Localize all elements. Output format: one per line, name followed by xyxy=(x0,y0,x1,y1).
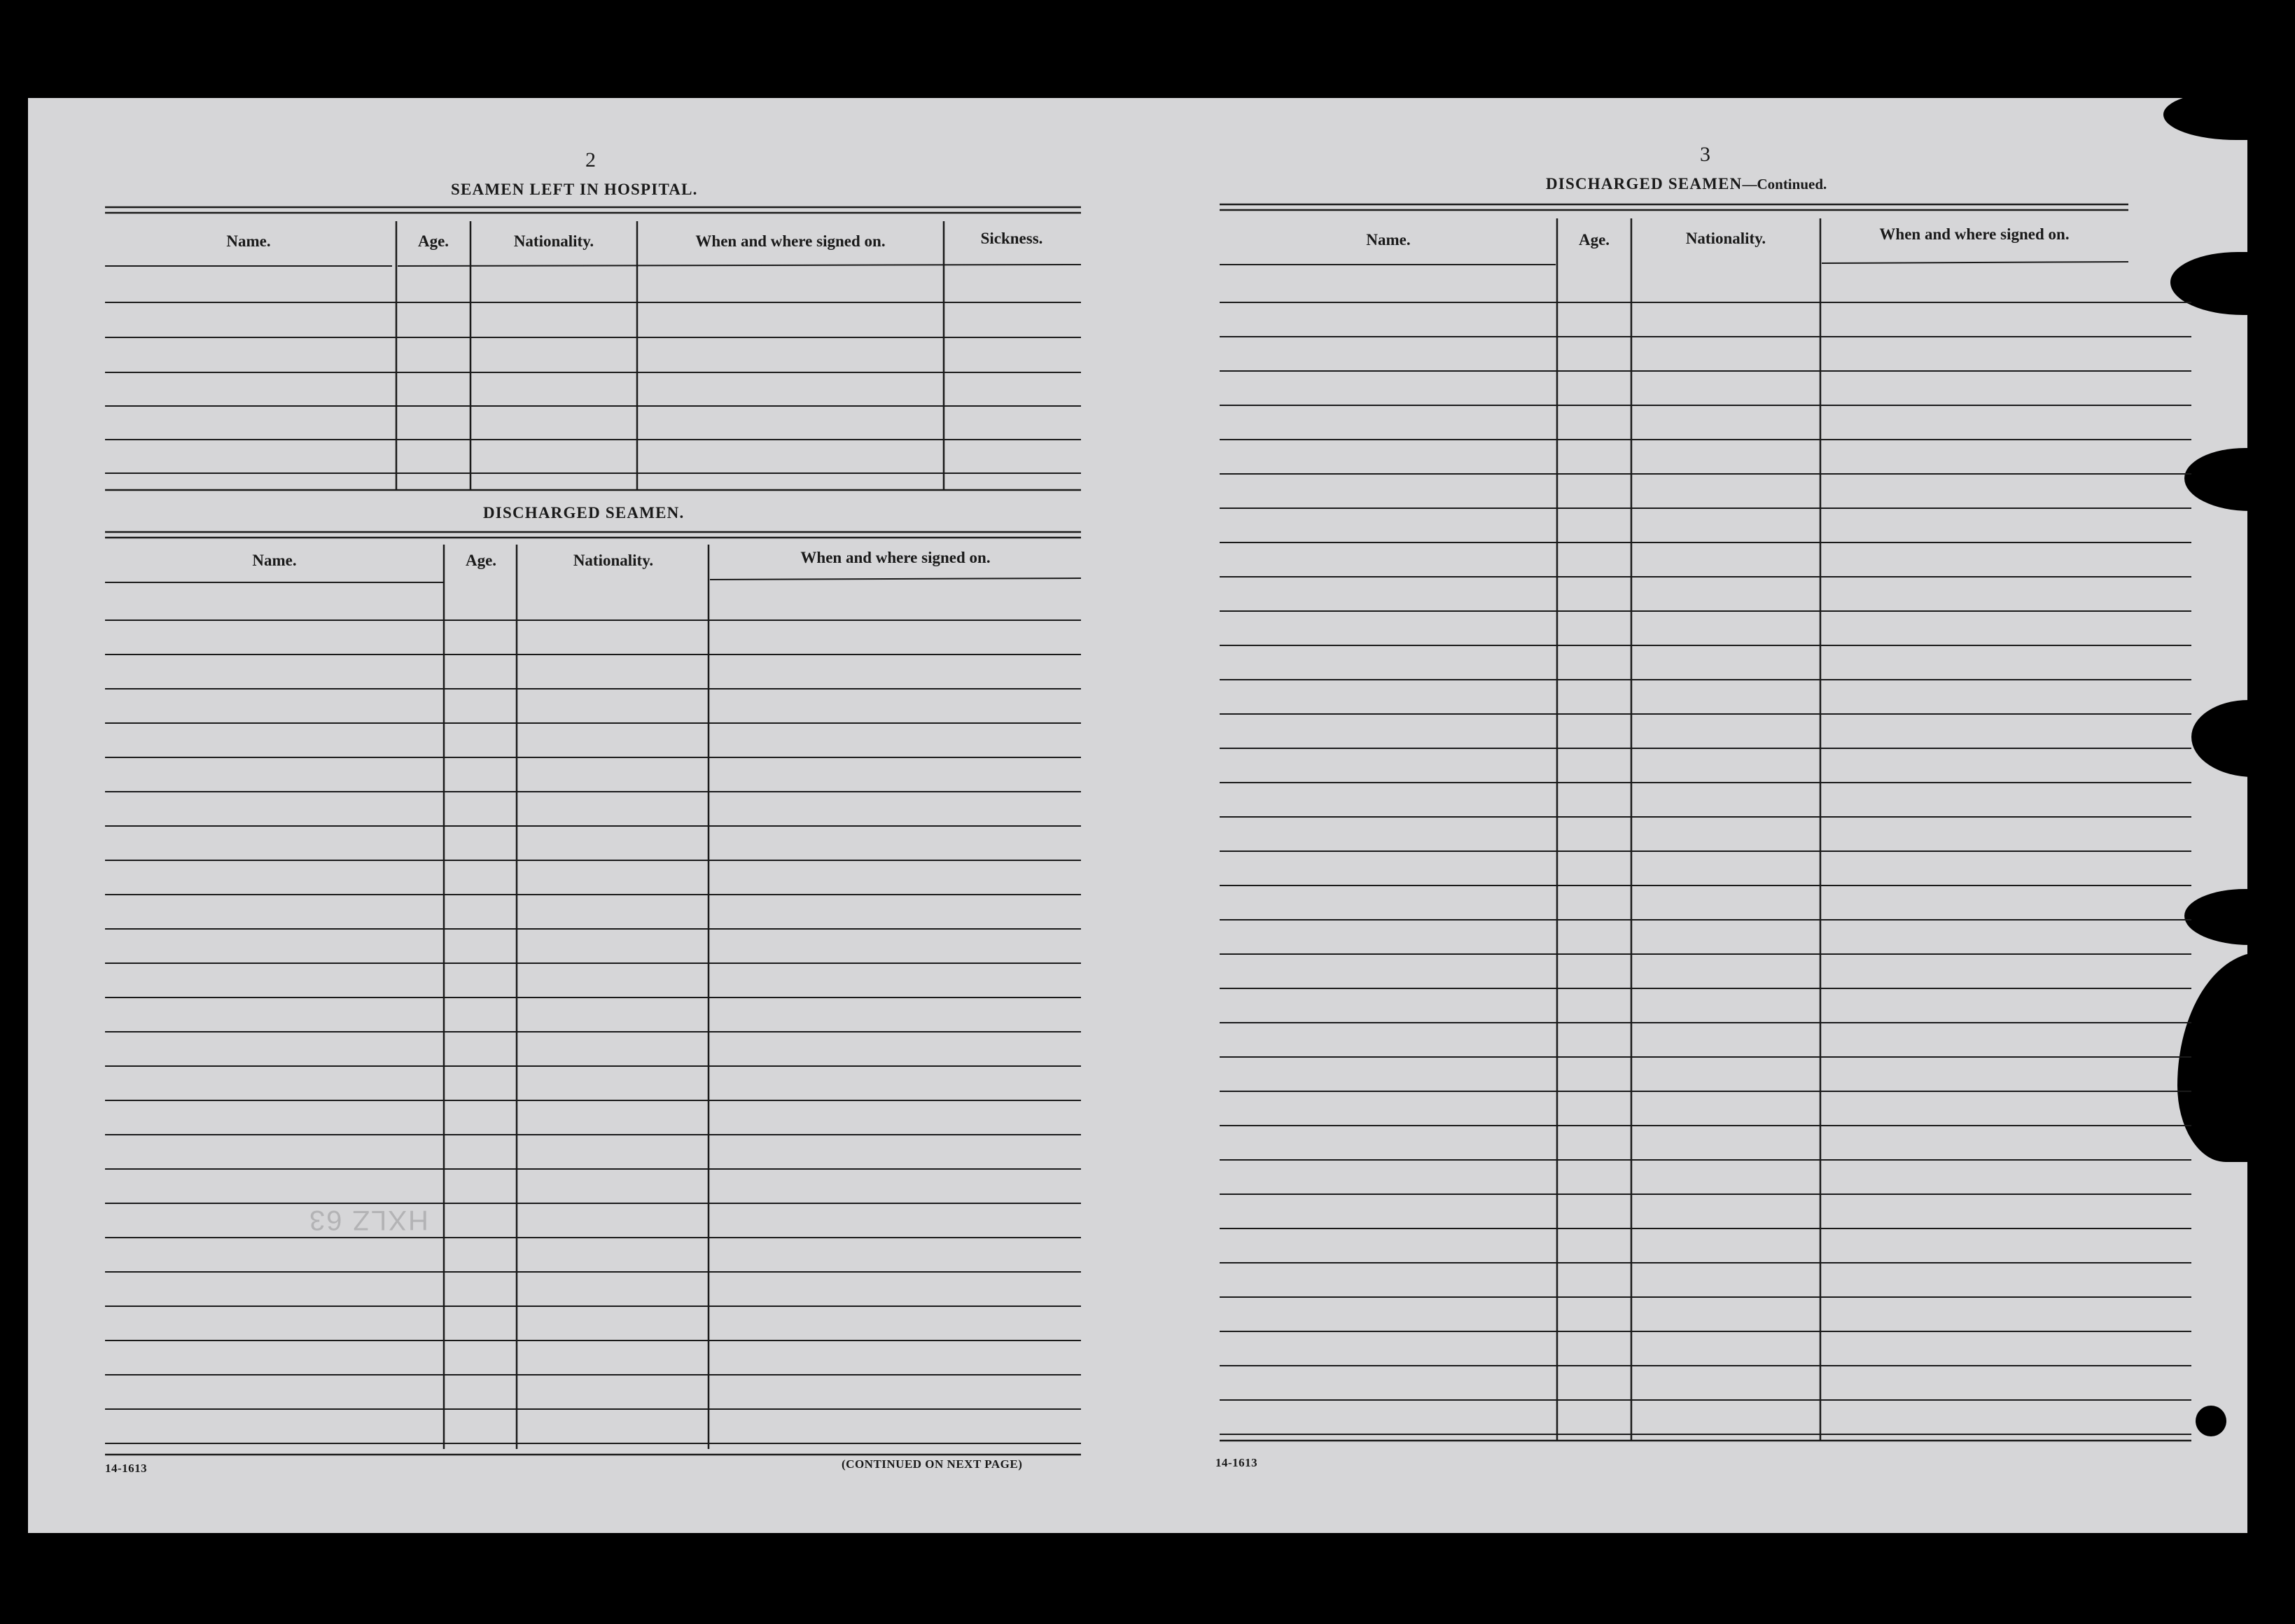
left-page-number: 2 xyxy=(585,148,596,172)
discharged-header-nationality: Nationality. xyxy=(573,552,654,569)
hospital-header-sickness: Sickness. xyxy=(980,230,1043,247)
right-header-age: Age. xyxy=(1578,231,1610,248)
hospital-header-signed-on: When and where signed on. xyxy=(695,232,886,250)
hospital-header-age: Age. xyxy=(417,232,449,250)
right-page-number: 3 xyxy=(1700,143,1710,166)
header-underline xyxy=(398,265,1081,266)
right-table-title xyxy=(1546,175,1827,193)
right-header-signed-on: When and where signed on. xyxy=(1879,225,2070,243)
left-form-number: 14-1613 xyxy=(105,1462,148,1475)
continued-note: (CONTINUED ON NEXT PAGE) xyxy=(842,1457,1023,1471)
hospital-table-title: SEAMEN LEFT IN HOSPITAL. xyxy=(451,181,698,198)
header-underline xyxy=(1822,262,2128,263)
hospital-header-name: Name. xyxy=(226,232,271,250)
discharged-header-name: Name. xyxy=(252,552,297,569)
right-form-number: 14-1613 xyxy=(1215,1456,1258,1469)
discharged-header-signed-on: When and where signed on. xyxy=(800,549,991,566)
right-header-name: Name. xyxy=(1366,231,1411,248)
right-header-nationality: Nationality. xyxy=(1685,230,1766,247)
faded-stamp: HXLZ 63 xyxy=(308,1205,428,1236)
hospital-header-nationality: Nationality. xyxy=(513,232,594,250)
header-underline xyxy=(710,578,1081,580)
discharged-header-age: Age. xyxy=(465,552,497,569)
right-title-main: DISCHARGED SEAMEN xyxy=(1546,175,1743,192)
discharged-table-title: DISCHARGED SEAMEN. xyxy=(483,504,685,522)
right-title-continued: —Continued. xyxy=(1742,176,1827,192)
